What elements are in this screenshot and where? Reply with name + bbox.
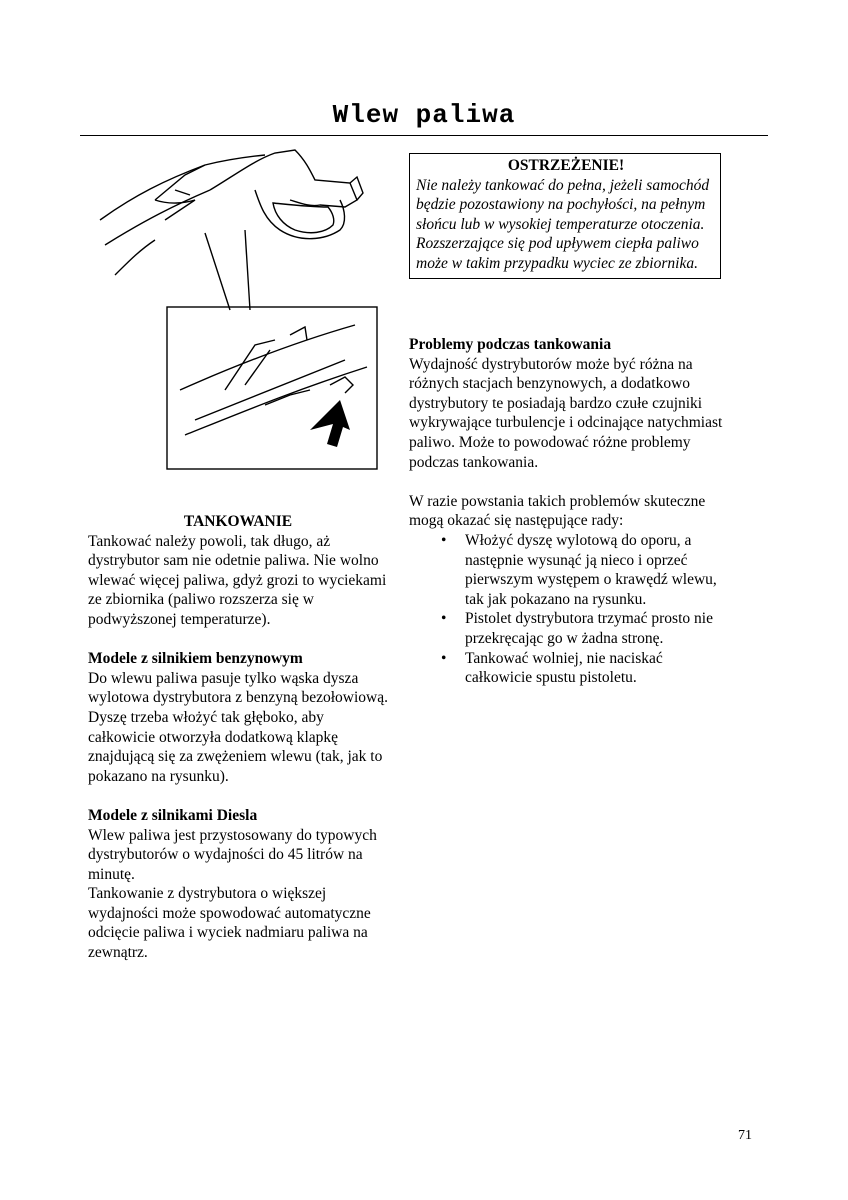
arrow-icon (310, 400, 350, 447)
diesel-text-2: Tankowanie z dystrybutora o większej wydajności może spowodować automatyczne odcięcie paliwa i wyciek nadmiaru paliwa na zewnątrz. (88, 885, 371, 962)
left-column (88, 512, 388, 963)
title-rule (80, 135, 768, 136)
section-heading-tankowanie: TANKOWANIE (183, 513, 293, 530)
warning-text: Nie należy tankować do pełna, jeżeli samochód będzie pozostawiony na pochyłości, na pełnym słońcu lub w wysokiej temperaturze otoczenia. Rozszerzające się pod upływem ciepła paliwo może w takim przypadku wyciec ze zbiornika. (416, 176, 710, 272)
warning-box (409, 153, 721, 279)
problems-text: Wydajność dystrybutorów może być różna na różnych stacjach benzynowych, a dodatkowo dystrybutory te posiadają bardzo czułe czujniki wykrywające turbulencje i odcinające natychmiast paliwo. Może to powodować różne problemy podczas tankowania. (409, 355, 723, 471)
diesel-heading: Modele z silnikami Diesla (88, 806, 258, 824)
tips-list (409, 531, 729, 688)
list-item: • Tankować wolniej, nie naciskać całkowicie spustu pistoletu. (465, 649, 729, 688)
page-number: 71 (738, 1128, 752, 1143)
page-title: Wlew paliwa (332, 100, 516, 130)
petrol-text: Do wlewu paliwa pasuje tylko wąska dysza wylotowa dystrybutora z benzyną bezołowiową. Dyszę trzeba włożyć tak głęboko, aby całkowicie otworzyła dodatkową klapkę znajdującą się za zwężeniem wlewu (tak, jak to pokazano na rysunku). (88, 669, 389, 785)
tankowanie-text: Tankować należy powoli, tak długo, aż dystrybutor sam nie odetnie paliwa. Nie wolno wlewać więcej paliwa, gdyż grozi to wyciekami ze zbiornika (paliwo rozszerza się w podwyższonej temperaturze). (88, 532, 387, 628)
warning-title: OSTRZEŻENIE! (507, 157, 625, 174)
tips-intro: W razie powstania takich problemów skuteczne mogą okazać się następujące rady: (409, 492, 706, 530)
petrol-heading: Modele z silnikiem benzynowym (88, 650, 303, 668)
list-item: • Włożyć dyszę wylotową do oporu, a następnie wysunąć ją nieco i oprzeć pierwszym występem o krawędź wlewu, tak jak pokazano na rysunku. (465, 531, 729, 609)
problems-heading: Problemy podczas tankowania (409, 336, 612, 353)
diesel-text-1: Wlew paliwa jest przystosowany do typowych dystrybutorów o wydajności do 45 litrów na minutę. (88, 826, 377, 883)
right-column (409, 335, 729, 688)
list-item: • Pistolet dystrybutora trzymać prosto nie przekręcając go w żadna stronę. (465, 609, 729, 648)
fuel-nozzle-illustration (95, 145, 385, 485)
